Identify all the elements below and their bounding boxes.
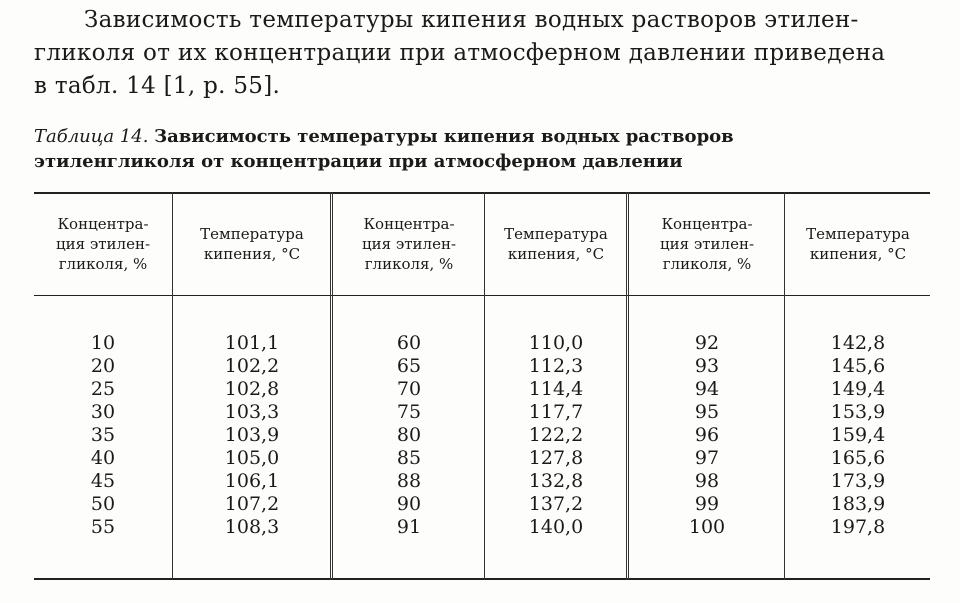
intro-line-3: в табл. 14 [1, р. 55]. — [34, 73, 281, 99]
table-cell: 90 — [396, 493, 422, 515]
table-cell: 55 — [90, 516, 116, 538]
table-cell: 75 — [396, 401, 422, 423]
table-cell: 101,1 — [224, 332, 280, 354]
table-top-rule — [34, 192, 930, 194]
table-cell: 114,4 — [528, 378, 584, 400]
header-concentration-2: Концентра- ция этилен- гликоля, % — [361, 215, 457, 273]
intro-paragraph — [34, 4, 934, 103]
caption-label: Таблица 14. — [34, 126, 149, 147]
table-header-rule — [34, 295, 930, 296]
table-cell: 183,9 — [830, 493, 886, 515]
table-cell: 97 — [694, 447, 720, 469]
table-cell: 93 — [694, 355, 720, 377]
table-cell: 173,9 — [830, 470, 886, 492]
header-temperature-3: Температура кипения, °С — [806, 225, 910, 263]
table-cell: 85 — [396, 447, 422, 469]
table-cell: 140,0 — [528, 516, 584, 538]
column-concentration-1 — [34, 332, 172, 539]
table-cell: 153,9 — [830, 401, 886, 423]
column-temperature-3 — [786, 332, 930, 539]
table-cell: 132,8 — [528, 470, 584, 492]
header-temperature-1: Температура кипения, °С — [200, 225, 304, 263]
table-cell: 107,2 — [224, 493, 280, 515]
intro-line-1: Зависимость температуры кипения водных растворов этилен- — [84, 7, 859, 33]
table-cell: 92 — [694, 332, 720, 354]
table-cell: 98 — [694, 470, 720, 492]
table-caption — [34, 124, 934, 174]
column-divider — [172, 192, 173, 580]
table-cell: 145,6 — [830, 355, 886, 377]
table-cell: 40 — [90, 447, 116, 469]
table-cell: 91 — [396, 516, 422, 538]
table-bottom-rule — [34, 578, 930, 580]
boiling-point-table — [34, 192, 930, 580]
table-cell: 65 — [396, 355, 422, 377]
table-cell: 50 — [90, 493, 116, 515]
table-cell: 108,3 — [224, 516, 280, 538]
table-cell: 106,1 — [224, 470, 280, 492]
header-temperature-2: Температура кипения, °С — [504, 225, 608, 263]
table-cell: 117,7 — [528, 401, 584, 423]
table-cell: 165,6 — [830, 447, 886, 469]
table-cell: 110,0 — [528, 332, 584, 354]
intro-line-2: гликоля от их концентрации при атмосферном давлении приведена — [34, 40, 886, 66]
column-divider — [784, 192, 785, 580]
column-concentration-2 — [334, 332, 484, 539]
column-temperature-1 — [174, 332, 330, 539]
column-concentration-3 — [630, 332, 784, 539]
table-cell: 137,2 — [528, 493, 584, 515]
header-concentration-1: Концентра- ция этилен- гликоля, % — [55, 215, 151, 273]
column-temperature-2 — [486, 332, 626, 539]
table-cell: 35 — [90, 424, 116, 446]
table-cell: 197,8 — [830, 516, 886, 538]
table-cell: 70 — [396, 378, 422, 400]
table-cell: 94 — [694, 378, 720, 400]
table-cell: 96 — [694, 424, 720, 446]
table-cell: 100 — [688, 516, 726, 538]
column-divider-double — [330, 192, 333, 580]
table-cell: 60 — [396, 332, 422, 354]
table-cell: 103,3 — [224, 401, 280, 423]
table-cell: 99 — [694, 493, 720, 515]
column-divider — [484, 192, 485, 580]
column-divider-double — [626, 192, 629, 580]
table-cell: 159,4 — [830, 424, 886, 446]
table-cell: 95 — [694, 401, 720, 423]
table-cell: 25 — [90, 378, 116, 400]
caption-line-1: Зависимость температуры кипения водных растворов — [154, 126, 734, 147]
table-cell: 105,0 — [224, 447, 280, 469]
table-cell: 142,8 — [830, 332, 886, 354]
caption-line-2: этиленгликоля от концентрации при атмосферном давлении — [34, 151, 683, 172]
table-cell: 149,4 — [830, 378, 886, 400]
table-cell: 112,3 — [528, 355, 584, 377]
table-cell: 127,8 — [528, 447, 584, 469]
table-cell: 103,9 — [224, 424, 280, 446]
table-cell: 10 — [90, 332, 116, 354]
table-cell: 30 — [90, 401, 116, 423]
table-cell: 88 — [396, 470, 422, 492]
table-cell: 102,8 — [224, 378, 280, 400]
table-cell: 102,2 — [224, 355, 280, 377]
table-cell: 122,2 — [528, 424, 584, 446]
table-cell: 45 — [90, 470, 116, 492]
table-cell: 80 — [396, 424, 422, 446]
table-cell: 20 — [90, 355, 116, 377]
header-concentration-3: Концентра- ция этилен- гликоля, % — [659, 215, 755, 273]
